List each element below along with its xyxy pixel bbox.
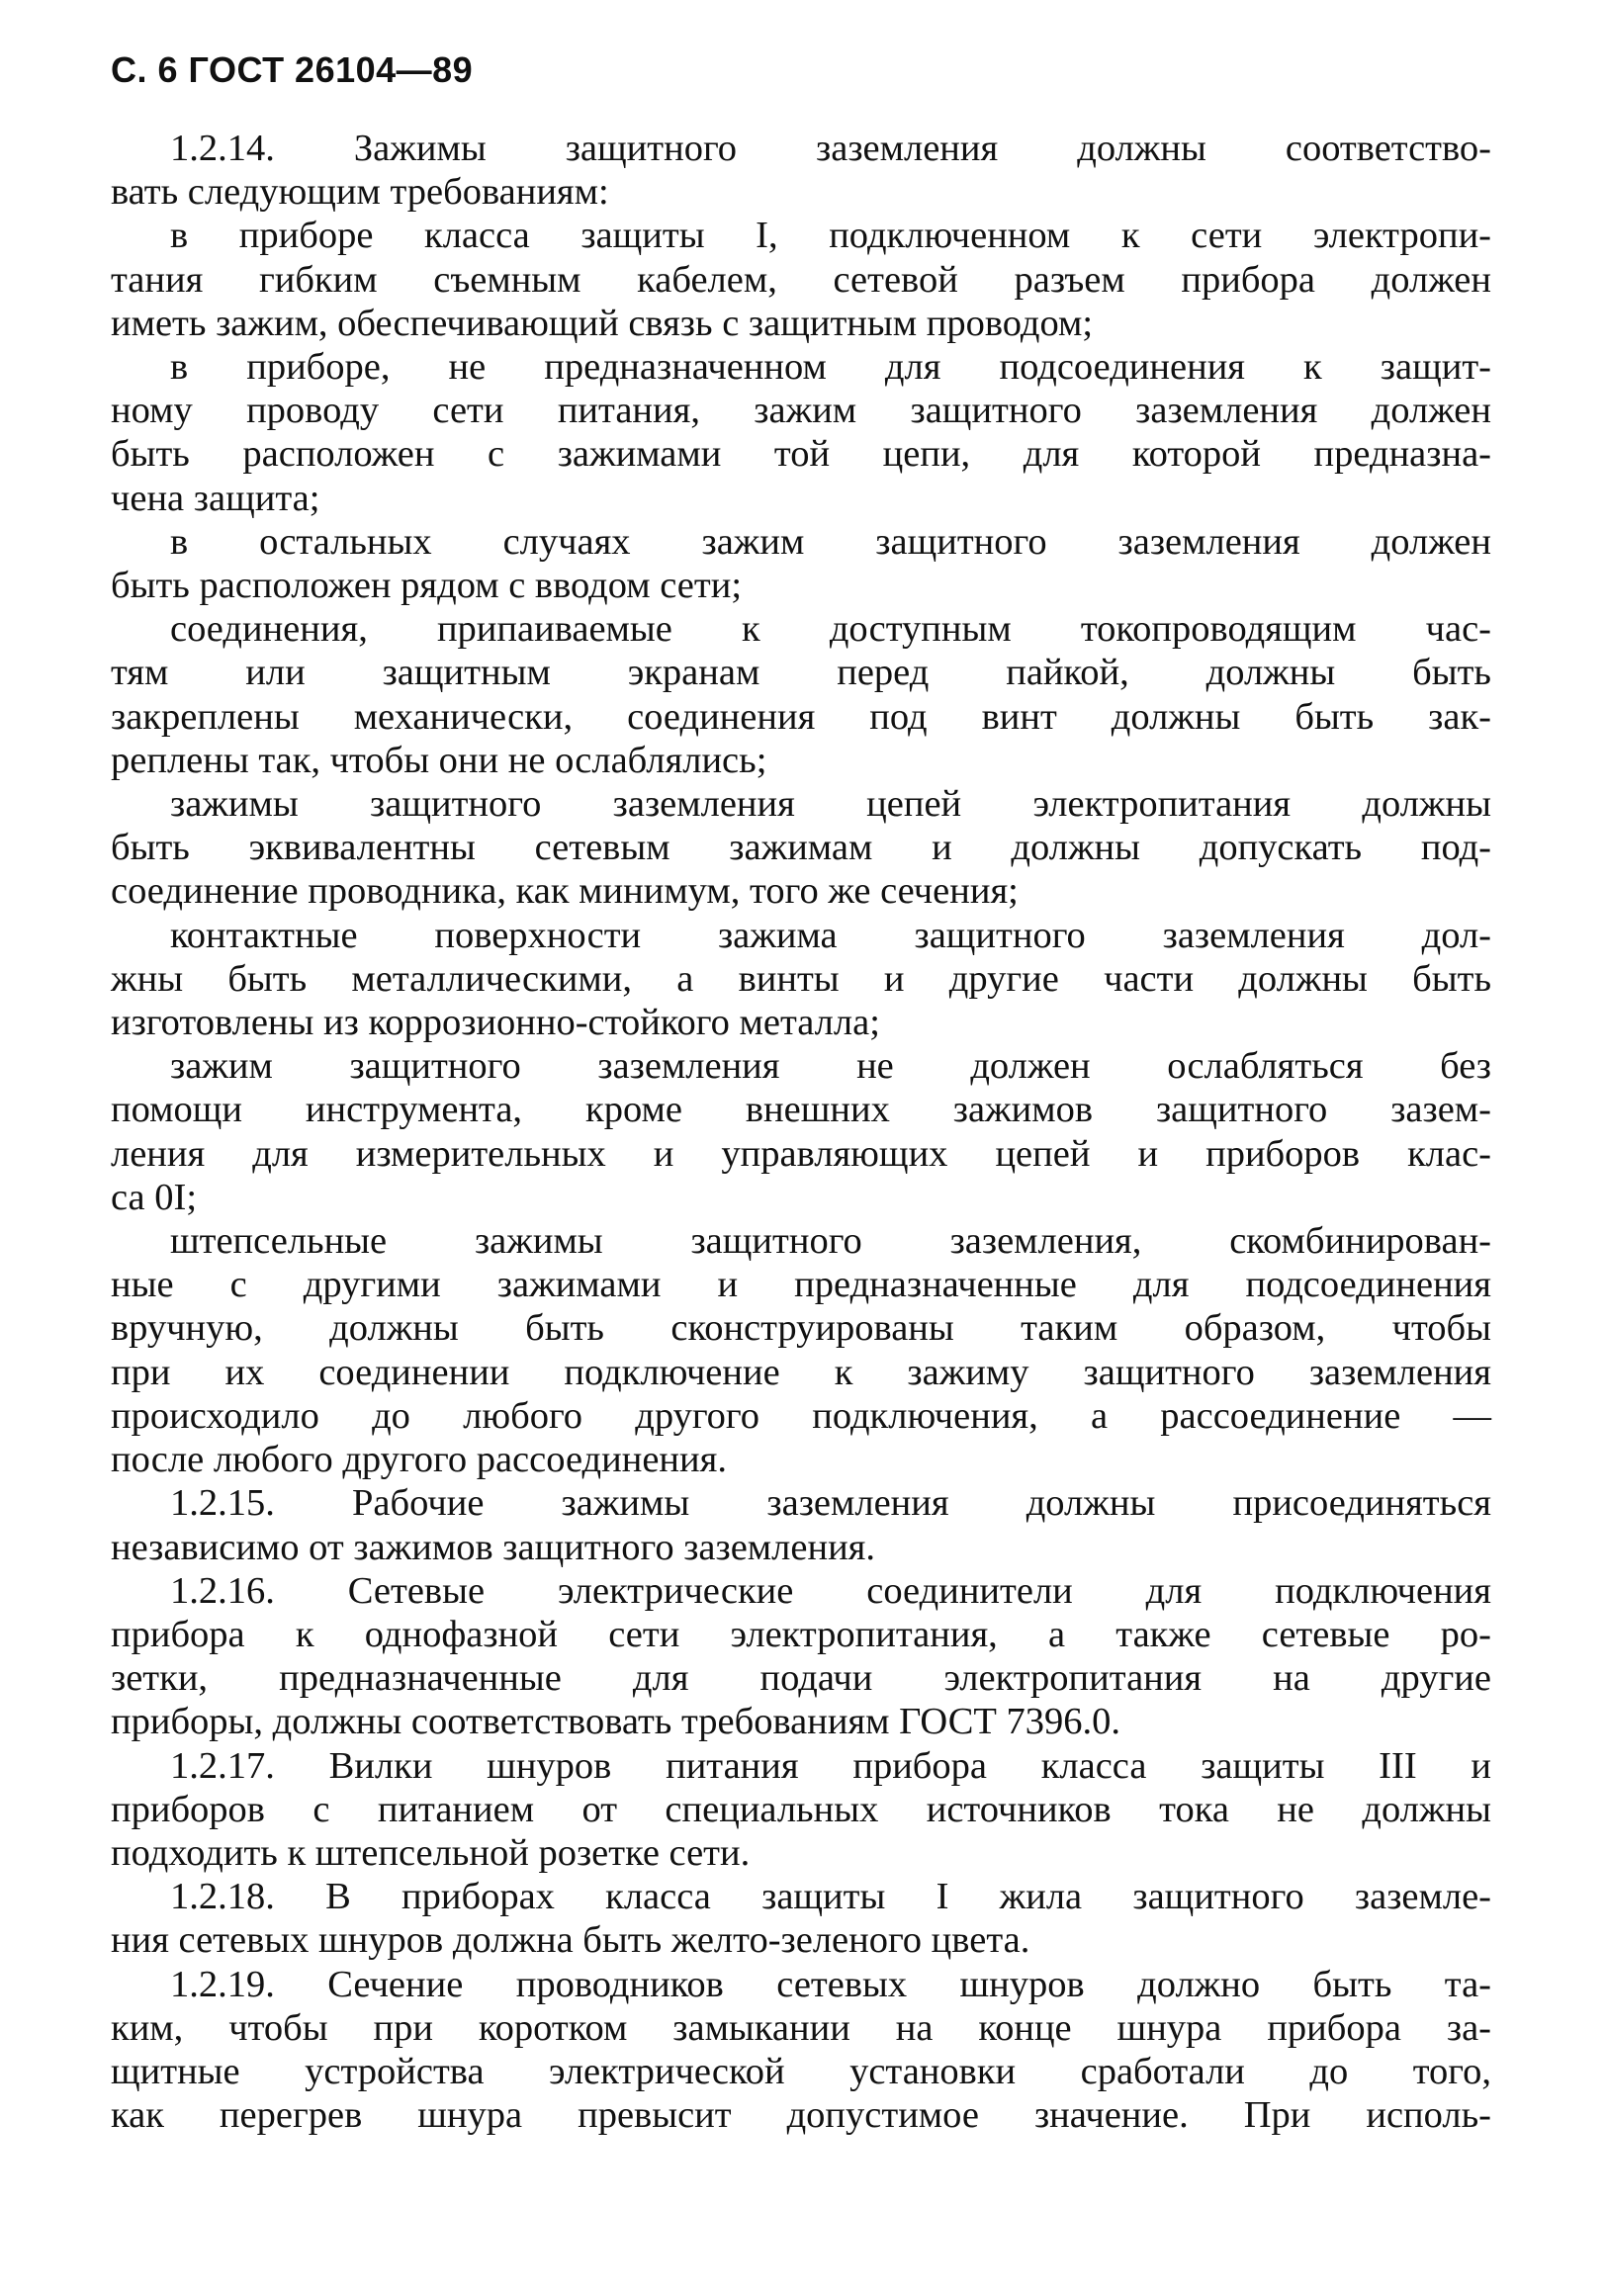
text-line: иметь зажим, обеспечивающий связь с защитным проводом; xyxy=(111,302,1094,344)
text-line: вручную, должны быть сконструированы таким образом, чтобы xyxy=(111,1307,1491,1350)
paragraph-1-2-18 xyxy=(111,1875,1491,1962)
requirement-other-cases xyxy=(111,520,1491,607)
text-line: приборы, должны соответствовать требованиям ГОСТ 7396.0. xyxy=(111,1701,1121,1743)
paragraph-1-2-16 xyxy=(111,1569,1491,1744)
text-line: са 0I; xyxy=(111,1176,198,1218)
text-line: в приборе, не предназначенном для подсоединения к защит- xyxy=(170,346,1491,389)
text-line: вать следующим требованиям: xyxy=(111,171,609,214)
text-line: как перегрев шнура превысит допустимое значение. При исполь- xyxy=(111,2094,1491,2137)
text-line: 1.2.18. В приборах класса защиты I жила защитного заземле- xyxy=(170,1876,1491,1918)
text-line: тания гибким съемным кабелем, сетевой разъем прибора должен xyxy=(111,258,1491,301)
text-line: помощи инструмента, кроме внешних зажимов защитного зазем- xyxy=(111,1089,1491,1131)
document-body xyxy=(111,127,1491,2137)
text-line: штепсельные зажимы защитного заземления, скомбинирован- xyxy=(170,1220,1491,1263)
text-line: зажимы защитного заземления цепей электропитания должны xyxy=(170,783,1491,826)
text-line: тям или защитным экранам перед пайкой, должны быть xyxy=(111,652,1491,694)
paragraph-1-2-17 xyxy=(111,1744,1491,1876)
text-line: соединение проводника, как минимум, того же сечения; xyxy=(111,870,1019,913)
text-line: соединения, припаиваемые к доступным токопроводящим час- xyxy=(170,608,1491,651)
text-line: 1.2.16. Сетевые электрические соединители для подключения xyxy=(170,1569,1491,1612)
text-line: зетки, предназначенные для подачи электропитания на другие xyxy=(111,1657,1491,1700)
text-line: приборов с питанием от специальных источников тока не должны xyxy=(111,1788,1491,1830)
text-line: ные с другими зажимами и предназначенные для подсоединения xyxy=(111,1264,1491,1306)
text-line: 1.2.19. Сечение проводников сетевых шнуров должно быть та- xyxy=(170,1963,1491,2005)
text-line: подходить к штепсельной розетке сети. xyxy=(111,1831,751,1874)
requirement-power-circuit-terminals xyxy=(111,782,1491,914)
text-line: быть расположен с зажимами той цепи, для которой предназна- xyxy=(111,433,1491,476)
paragraph-1-2-19 xyxy=(111,1963,1491,2138)
text-line: ления для измерительных и управляющих цепей и приборов клас- xyxy=(111,1132,1491,1175)
text-line: контактные поверхности зажима защитного заземления дол- xyxy=(170,914,1491,956)
text-line: ния сетевых шнуров должна быть желто-зеленого цвета. xyxy=(111,1919,1030,1962)
text-line: после любого другого рассоединения. xyxy=(111,1439,727,1481)
text-line: ному проводу сети питания, зажим защитного заземления должен xyxy=(111,390,1491,432)
text-line: в приборе класса защиты I, подключенном к сети электропи- xyxy=(170,215,1491,257)
text-line: быть расположен рядом с вводом сети; xyxy=(111,565,743,607)
text-line: зажим защитного заземления не должен ослабляться без xyxy=(170,1045,1491,1088)
paragraph-1-2-15 xyxy=(111,1481,1491,1568)
requirement-plug-terminals xyxy=(111,1219,1491,1481)
text-line: щитные устройства электрической установки сработали до того, xyxy=(111,2050,1491,2092)
text-line: в остальных случаях зажим защитного заземления должен xyxy=(170,520,1491,563)
text-line: жны быть металлическими, а винты и другие части должны быть xyxy=(111,957,1491,1000)
text-line: изготовлены из коррозионно-стойкого металла; xyxy=(111,1002,880,1044)
requirement-not-for-protective-conductor xyxy=(111,345,1491,520)
text-line: реплены так, чтобы они не ослаблялись; xyxy=(111,739,767,781)
requirement-soldered-connections xyxy=(111,607,1491,782)
requirement-no-loosening xyxy=(111,1044,1491,1219)
requirement-class-i-cable xyxy=(111,214,1491,345)
text-line: ким, чтобы при коротком замыкании на конце шнура прибора за- xyxy=(111,2006,1491,2049)
text-line: независимо от зажимов защитного заземления. xyxy=(111,1526,876,1568)
running-header: С. 6 ГОСТ 26104—89 xyxy=(111,49,474,90)
text-line: 1.2.14. Зажимы защитного заземления должны соответство- xyxy=(170,128,1491,169)
text-line: прибора к однофазной сети электропитания, а также сетевые ро- xyxy=(111,1613,1491,1655)
text-line: при их соединении подключение к зажиму защитного заземления xyxy=(111,1351,1491,1393)
text-line: 1.2.15. Рабочие зажимы заземления должны присоединяться xyxy=(170,1482,1491,1525)
text-line: происходило до любого другого подключения, а рассоединение — xyxy=(111,1394,1491,1437)
paragraph-1-2-14 xyxy=(111,127,1491,214)
text-line: 1.2.17. Вилки шнуров питания прибора класса защиты III и xyxy=(170,1744,1491,1787)
text-line: закреплены механически, соединения под винт должны быть зак- xyxy=(111,695,1491,738)
text-line: быть эквивалентны сетевым зажимам и должны допускать под- xyxy=(111,827,1491,869)
requirement-contact-surfaces xyxy=(111,914,1491,1045)
text-line: чена защита; xyxy=(111,477,320,519)
